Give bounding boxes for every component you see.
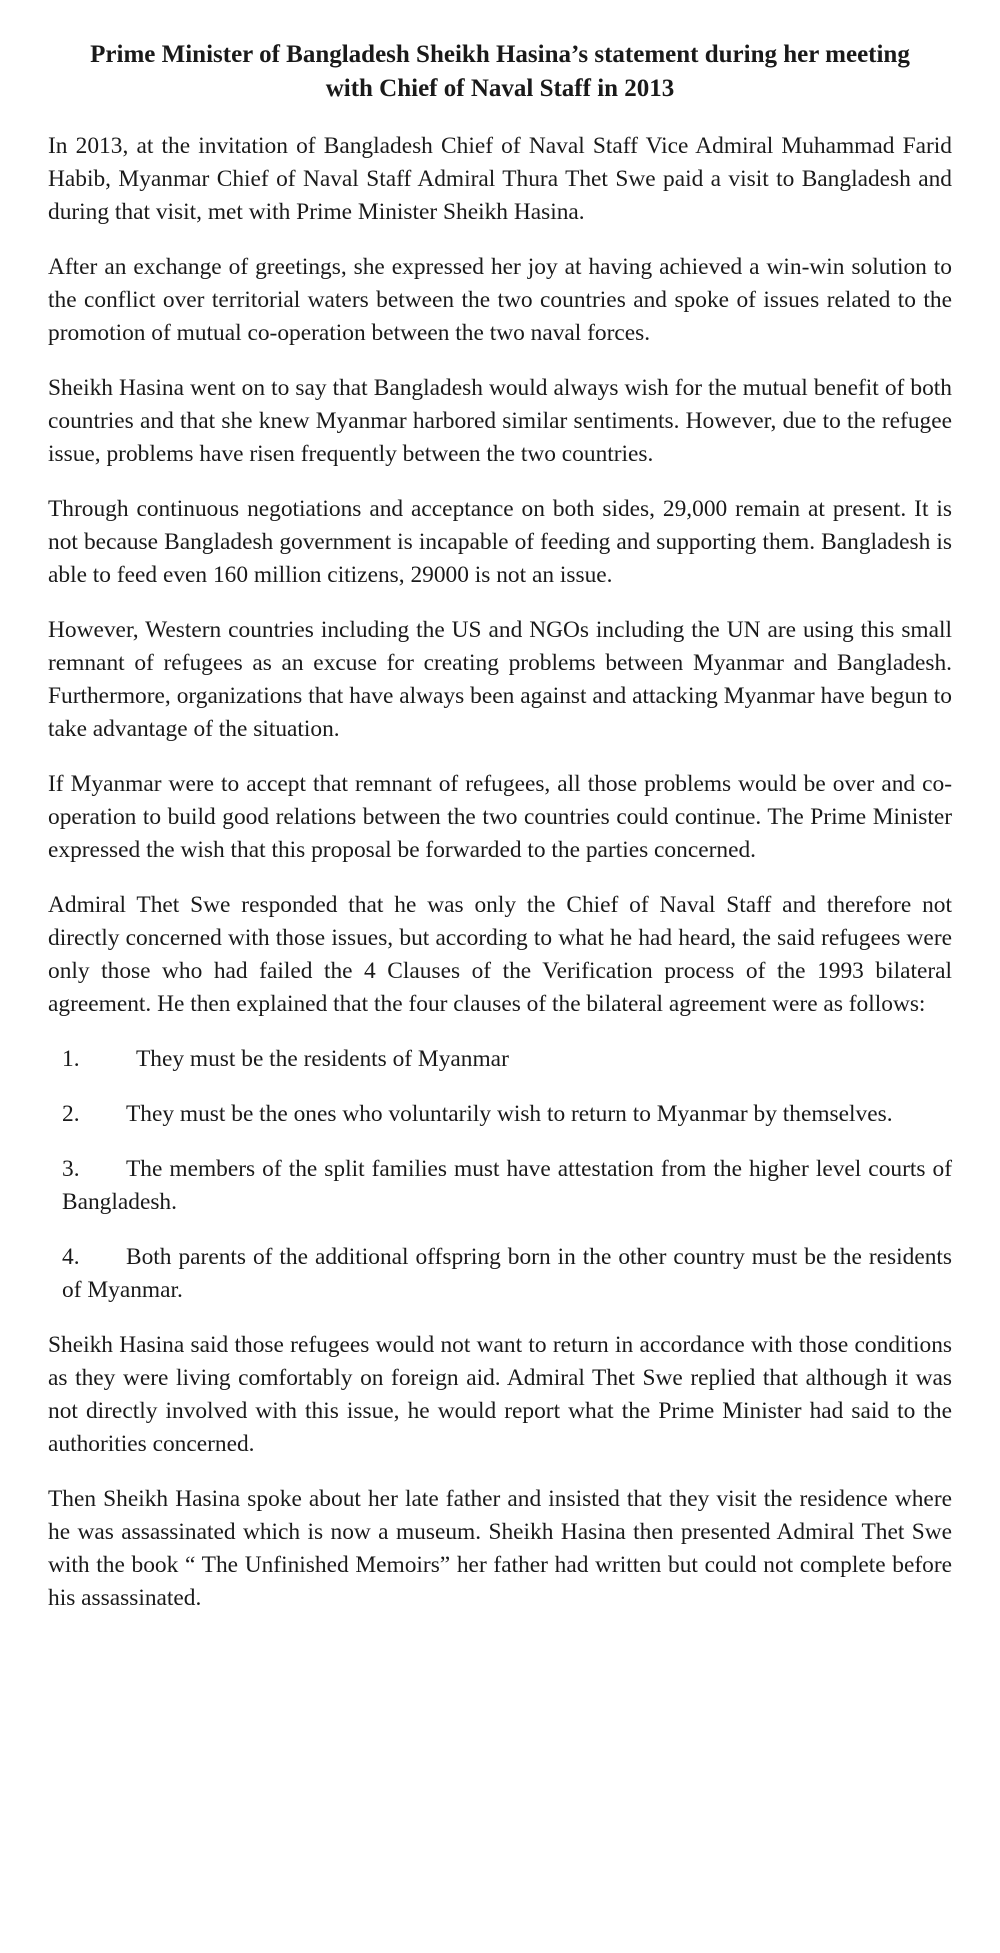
paragraph-foreign-aid: Sheikh Hasina said those refugees would not want to return in accordance with those conditions as they were living comfortably on foreign aid. Admiral Thet Swe replied that although it was not directly involved with this issue, he would report what the Prime Minister had said to the authorities concerned. (48, 1332, 952, 1457)
clause-item (62, 1153, 952, 1219)
clause-text: Both parents of the additional offspring born in the other country must be the residents of Myanmar. (62, 1244, 952, 1303)
paragraph-greetings: After an exchange of greetings, she expressed her joy at having achieved a win-win solution to the conflict over territorial waters between the two countries and spoke of issues related to the promotion of mutual co-operation between the two naval forces. (48, 254, 952, 346)
paragraph-negotiations: Through continuous negotiations and acceptance on both sides, 29,000 remain at present. It is not because Bangladesh government is incapable of feeding and supporting them. Bangladesh is able to feed even 160 million citizens, 29000 is not an issue. (48, 496, 952, 588)
paragraph-mutual-benefit: Sheikh Hasina went on to say that Bangladesh would always wish for the mutual benefit of both countries and that she knew Myanmar harbored similar sentiments. However, due to the refugee issue, problems have risen frequently between the two countries. (48, 375, 952, 467)
clause-item (62, 1043, 952, 1076)
clause-number: 3. (62, 1156, 80, 1182)
clause-item (62, 1241, 952, 1307)
paragraph-invitation-visit: In 2013, at the invitation of Bangladesh Chief of Naval Staff Vice Admiral Muhammad Farid Habib, Myanmar Chief of Naval Staff Admiral Thura Thet Swe paid a visit to Bangladesh and during that visit, met with Prime Minister Sheikh Hasina. (48, 133, 952, 225)
clause-text: They must be the residents of Myanmar (136, 1046, 509, 1072)
document-title: Prime Minister of Bangladesh Sheikh Hasina’s statement during her meeting with Chief of Naval Staff in 2013 (90, 41, 910, 102)
paragraph-proposal: If Myanmar were to accept that remnant of refugees, all those problems would be over and co-operation to build good relations between the two countries could continue. The Prime Minister expressed the wish that this proposal be forwarded to the parties concerned. (48, 771, 952, 863)
clause-number: 4. (62, 1244, 80, 1270)
clauses-list (48, 1043, 952, 1307)
clause-item (62, 1098, 952, 1131)
clause-number: 1. (62, 1046, 80, 1072)
paragraph-memoirs: Then Sheikh Hasina spoke about her late father and insisted that they visit the residence where he was assassinated which is now a museum. Sheikh Hasina then presented Admiral Thet Swe with the book “ The Unfinished Memoirs” her father had written but could not complete before his assassinated. (48, 1486, 952, 1611)
clause-text: They must be the ones who voluntarily wish to return to Myanmar by themselves. (126, 1101, 893, 1127)
paragraph-western-countries: However, Western countries including the US and NGOs including the UN are using this small remnant of refugees as an excuse for creating problems between Myanmar and Bangladesh. Furthermore, organizations that have always been against and attacking Myanmar have begun to take advantage of the situation. (48, 617, 952, 742)
clause-number: 2. (62, 1101, 80, 1127)
paragraph-admiral-response: Admiral Thet Swe responded that he was only the Chief of Naval Staff and therefore not directly concerned with those issues, but according to what he had heard, the said refugees were only those who had failed the 4 Clauses of the Verification process of the 1993 bilateral agreement. He then explained that the four clauses of the bilateral agreement were as follows: (48, 892, 952, 1017)
clause-text: The members of the split families must have attestation from the higher level courts of Bangladesh. (62, 1156, 952, 1215)
